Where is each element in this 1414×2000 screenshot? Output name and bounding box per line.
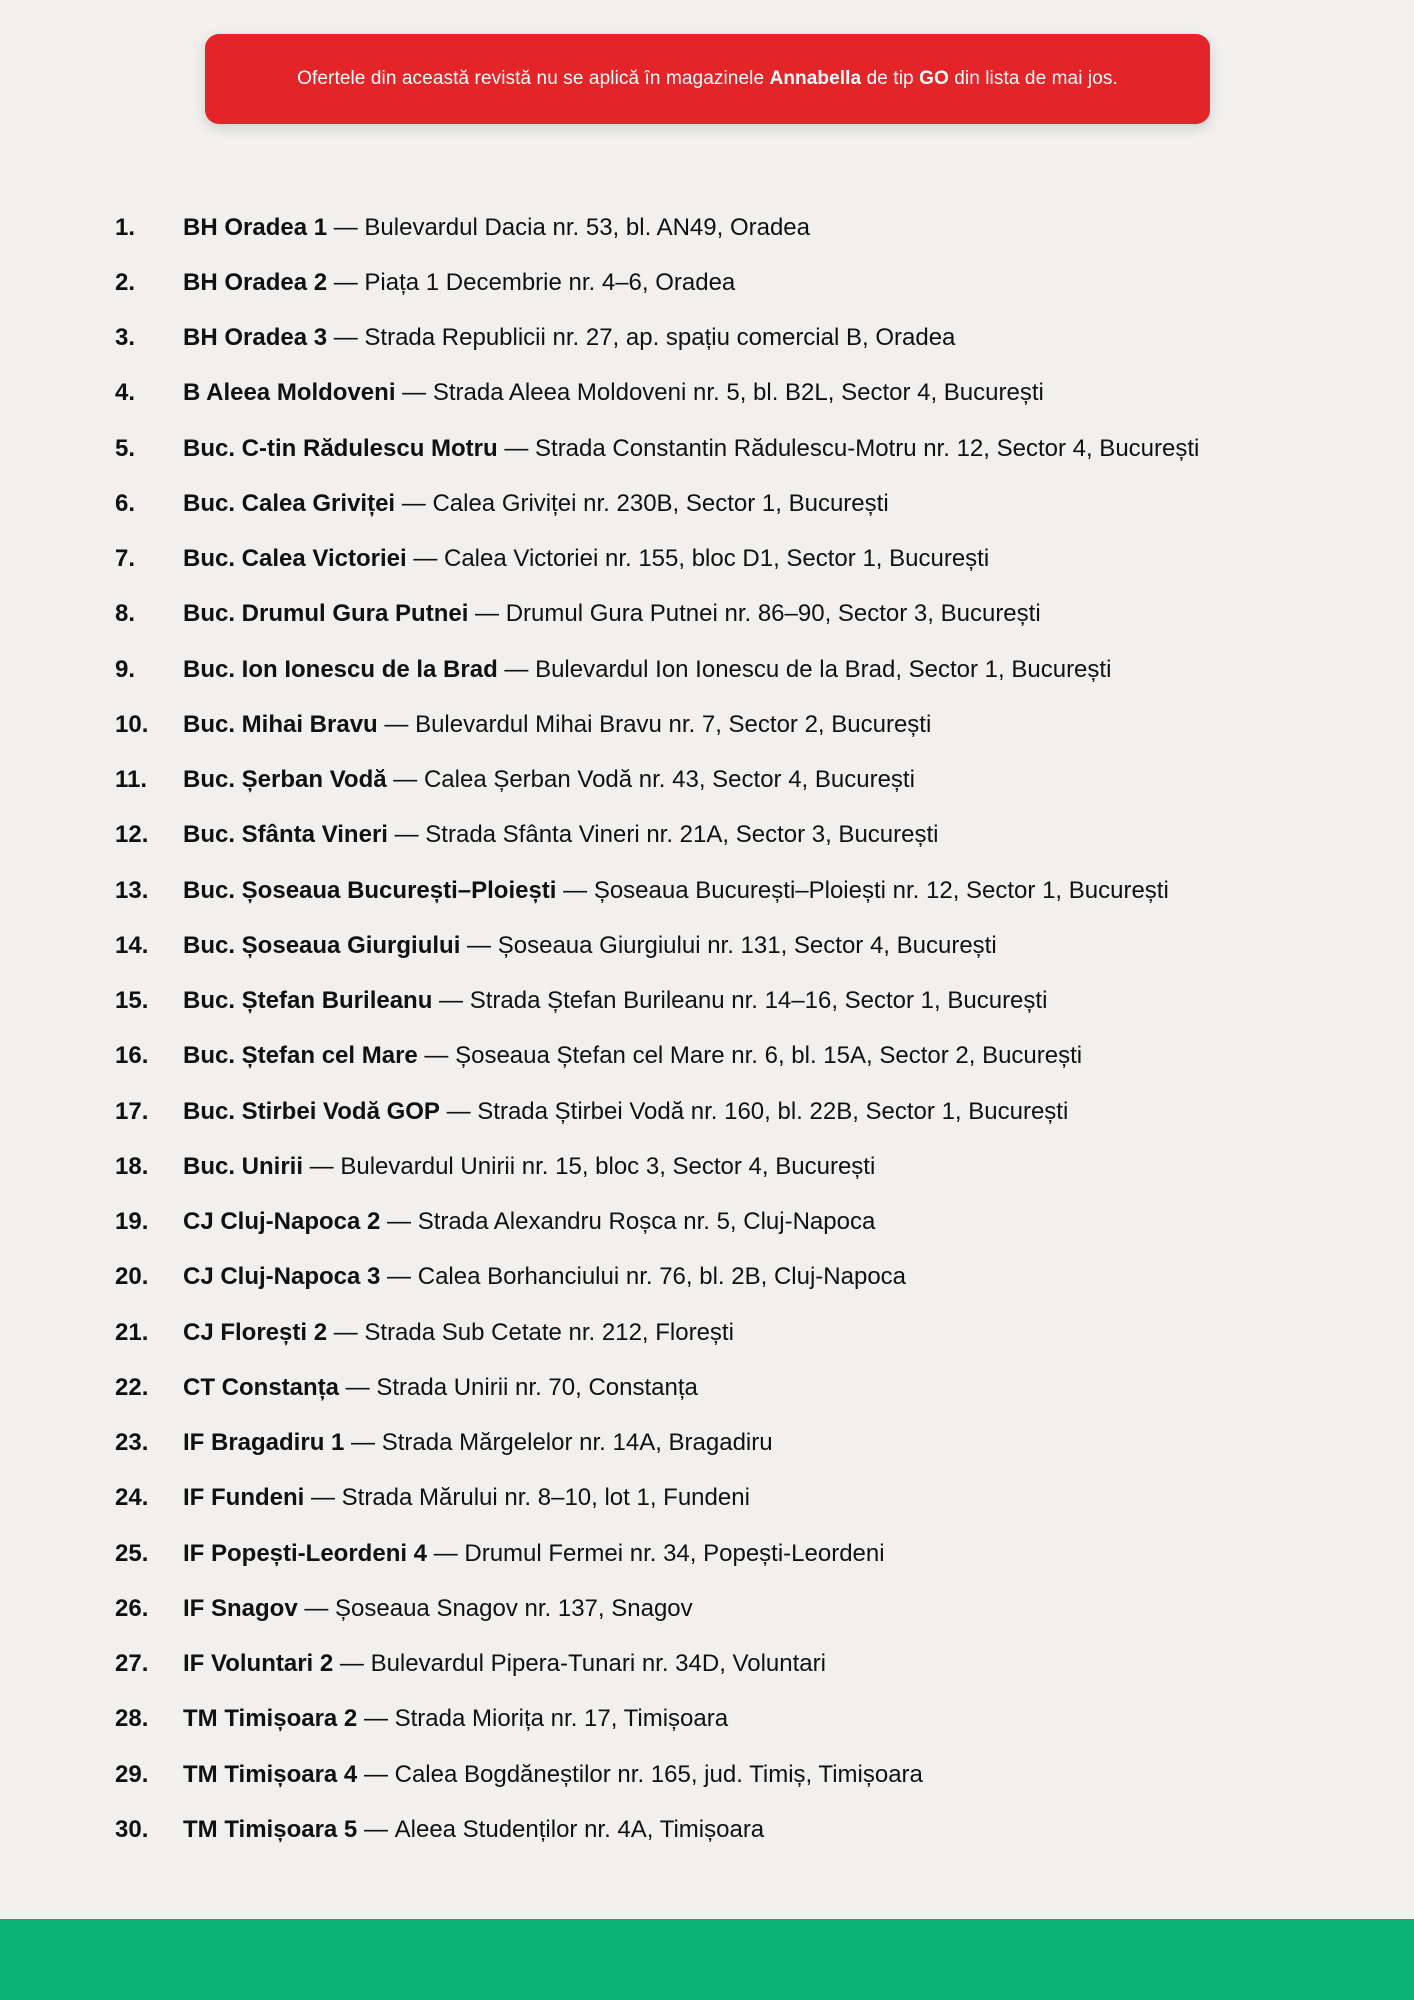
- store-separator: —: [395, 379, 433, 407]
- store-address: Bulevardul Ion Ionescu de la Brad, Sector 1, București: [535, 655, 1112, 683]
- store-list-item: [115, 1250, 1365, 1305]
- store-separator: —: [377, 710, 416, 738]
- store-address: Calea Griviței nr. 230B, Sector 1, București: [432, 489, 889, 517]
- store-name: Buc. Stirbei Vodă GOP: [183, 1097, 440, 1125]
- store-address: Calea Victoriei nr. 155, bloc D1, Sector 1, București: [444, 545, 990, 573]
- store-list-item: [115, 421, 1365, 476]
- store-name: B Aleea Moldoveni: [183, 379, 396, 407]
- store-address: Șoseaua Giurgiului nr. 131, Sector 4, București: [497, 931, 997, 959]
- store-address: Strada Constantin Rădulescu-Motru nr. 12, Sector 4, București: [535, 434, 1200, 462]
- store-name: Buc. Mihai Bravu: [183, 710, 378, 738]
- store-separator: —: [327, 213, 365, 241]
- store-separator: —: [327, 268, 365, 296]
- store-number: 15.: [115, 987, 149, 1015]
- store-separator: —: [303, 1152, 341, 1180]
- store-number: 3.: [115, 324, 136, 352]
- store-separator: —: [327, 1318, 365, 1346]
- store-address: Strada Unirii nr. 70, Constanța: [376, 1373, 698, 1401]
- store-address: Strada Sfânta Vineri nr. 21A, Sector 3, București: [425, 821, 939, 849]
- store-number: 29.: [115, 1760, 149, 1788]
- store-address: Strada Aleea Moldoveni nr. 5, bl. B2L, Sector 4, București: [432, 379, 1044, 407]
- store-number: 14.: [115, 931, 149, 959]
- notice-text-middle: de tip: [861, 68, 920, 89]
- store-list-item: [115, 200, 1365, 255]
- store-name: Buc. Sfânta Vineri: [183, 821, 388, 849]
- store-number: 1.: [115, 213, 136, 241]
- store-name: IF Popești-Leordeni 4: [183, 1539, 428, 1567]
- store-name: CJ Florești 2: [183, 1318, 328, 1346]
- store-name: TM Timișoara 4: [183, 1760, 358, 1788]
- store-address: Strada Alexandru Roșca nr. 5, Cluj-Napoca: [417, 1208, 876, 1236]
- store-list-item: [115, 1692, 1365, 1747]
- store-separator: —: [386, 766, 424, 794]
- store-separator: —: [406, 545, 444, 573]
- store-list-item: [115, 808, 1365, 863]
- store-separator: —: [427, 1539, 465, 1567]
- store-separator: —: [556, 876, 594, 904]
- store-list-item: [115, 532, 1365, 587]
- store-address: Bulevardul Mihai Bravu nr. 7, Sector 2, București: [415, 710, 932, 738]
- store-number: 6.: [115, 489, 136, 517]
- store-separator: —: [380, 1208, 418, 1236]
- store-number: 9.: [115, 655, 136, 683]
- store-list-item: [115, 863, 1365, 918]
- store-address: Aleea Studenților nr. 4A, Timișoara: [394, 1815, 765, 1843]
- store-number: 23.: [115, 1429, 149, 1457]
- store-number: 22.: [115, 1373, 149, 1401]
- store-number: 5.: [115, 434, 136, 462]
- store-number: 20.: [115, 1263, 149, 1291]
- store-number: 24.: [115, 1484, 149, 1512]
- store-list-item: [115, 311, 1365, 366]
- store-separator: —: [380, 1263, 418, 1291]
- store-name: Buc. Ștefan Burileanu: [183, 987, 433, 1015]
- store-list-item: [115, 753, 1365, 808]
- notice-text-after: din lista de mai jos.: [948, 68, 1118, 89]
- store-address: Șoseaua Snagov nr. 137, Snagov: [335, 1594, 693, 1622]
- store-address: Bulevardul Pipera-Tunari nr. 34D, Voluntari: [370, 1650, 826, 1678]
- store-address: Calea Șerban Vodă nr. 43, Sector 4, București: [423, 766, 915, 794]
- store-separator: —: [304, 1484, 342, 1512]
- store-number: 10.: [115, 710, 149, 738]
- store-number: 16.: [115, 1042, 149, 1070]
- store-separator: —: [357, 1705, 395, 1733]
- store-name: Buc. Calea Victoriei: [183, 545, 407, 573]
- store-name: Buc. Ștefan cel Mare: [183, 1042, 418, 1070]
- store-name: IF Voluntari 2: [183, 1650, 334, 1678]
- store-list-item: [115, 1747, 1365, 1802]
- store-name: BH Oradea 3: [183, 324, 328, 352]
- store-name: Buc. Calea Griviței: [183, 489, 396, 517]
- store-separator: —: [333, 1650, 371, 1678]
- store-separator: —: [497, 434, 536, 462]
- store-address: Strada Mărului nr. 8–10, lot 1, Fundeni: [341, 1484, 750, 1512]
- store-name: Buc. Șoseaua Giurgiului: [183, 931, 461, 959]
- store-number: 11.: [115, 766, 148, 794]
- store-separator: —: [339, 1373, 377, 1401]
- store-separator: —: [357, 1815, 395, 1843]
- store-name: CT Constanța: [183, 1373, 339, 1401]
- store-separator: —: [395, 489, 433, 517]
- store-number: 28.: [115, 1705, 149, 1733]
- footer-band: [0, 1919, 1414, 2000]
- store-address: Șoseaua București–Ploiești nr. 12, Sector 1, București: [593, 876, 1169, 904]
- store-name: Buc. Drumul Gura Putnei: [183, 600, 469, 628]
- store-list-item: [115, 1637, 1365, 1692]
- store-address: Bulevardul Unirii nr. 15, bloc 3, Sector 4, București: [340, 1152, 876, 1180]
- notice-store-type: GO: [919, 68, 949, 89]
- store-list-item: [115, 587, 1365, 642]
- store-number: 25.: [115, 1539, 149, 1567]
- store-separator: —: [460, 931, 498, 959]
- store-number: 19.: [115, 1208, 149, 1236]
- store-list-item: [115, 366, 1365, 421]
- store-separator: —: [297, 1594, 336, 1622]
- store-number: 18.: [115, 1152, 149, 1180]
- store-name: IF Snagov: [183, 1594, 298, 1622]
- store-list-item: [115, 1029, 1365, 1084]
- store-address: Drumul Fermei nr. 34, Popești-Leordeni: [464, 1539, 885, 1567]
- store-name: Buc. Ion Ionescu de la Brad: [183, 655, 498, 683]
- store-name: TM Timișoara 5: [183, 1815, 358, 1843]
- store-address: Șoseaua Ștefan cel Mare nr. 6, bl. 15A, Sector 2, București: [455, 1042, 1083, 1070]
- store-name: Buc. Șoseaua București–Ploiești: [183, 876, 557, 904]
- store-name: CJ Cluj-Napoca 3: [183, 1263, 381, 1291]
- store-separator: —: [327, 324, 365, 352]
- store-list-item: [115, 1139, 1365, 1194]
- store-number: 21.: [115, 1318, 149, 1346]
- store-list-item: [115, 255, 1365, 310]
- store-name: BH Oradea 2: [183, 268, 328, 296]
- store-list-item: [115, 1305, 1365, 1360]
- store-address: Piața 1 Decembrie nr. 4–6, Oradea: [364, 268, 736, 296]
- store-number: 8.: [115, 600, 136, 628]
- store-name: Buc. C-tin Rădulescu Motru: [183, 434, 498, 462]
- store-list-item: [115, 642, 1365, 697]
- store-separator: —: [387, 821, 426, 849]
- store-number: 13.: [115, 876, 149, 904]
- store-number: 7.: [115, 545, 136, 573]
- store-name: IF Bragadiru 1: [183, 1429, 345, 1457]
- store-address: Strada Miorița nr. 17, Timișoara: [394, 1705, 729, 1733]
- store-name: TM Timișoara 2: [183, 1705, 358, 1733]
- store-number: 27.: [115, 1650, 149, 1678]
- store-number: 30.: [115, 1815, 149, 1843]
- store-separator: —: [468, 600, 506, 628]
- store-address: Strada Știrbei Vodă nr. 160, bl. 22B, Sector 1, București: [477, 1097, 1069, 1125]
- store-list-item: [115, 476, 1365, 531]
- store-name: CJ Cluj-Napoca 2: [183, 1208, 381, 1236]
- store-list: [115, 200, 1365, 1858]
- store-name: Buc. Unirii: [183, 1152, 304, 1180]
- store-list-item: [115, 1581, 1365, 1636]
- store-list-item: [115, 1471, 1365, 1526]
- store-number: 2.: [115, 268, 136, 296]
- store-number: 4.: [115, 379, 136, 407]
- store-address: Strada Sub Cetate nr. 212, Florești: [364, 1318, 734, 1346]
- store-name: Buc. Șerban Vodă: [183, 766, 387, 794]
- store-address: Strada Mărgelelor nr. 14A, Bragadiru: [381, 1429, 773, 1457]
- notice-banner: [205, 34, 1210, 124]
- notice-brand: Annabella: [769, 68, 862, 89]
- store-separator: —: [417, 1042, 456, 1070]
- notice-text: [297, 68, 1118, 90]
- store-list-item: [115, 1416, 1365, 1471]
- store-list-item: [115, 974, 1365, 1029]
- store-address: Strada Republicii nr. 27, ap. spațiu comercial B, Oradea: [364, 324, 956, 352]
- store-list-item: [115, 918, 1365, 973]
- store-number: 12.: [115, 821, 149, 849]
- store-number: 17.: [115, 1097, 149, 1125]
- store-address: Calea Bogdăneștilor nr. 165, jud. Timiș, Timișoara: [394, 1760, 923, 1788]
- store-address: Strada Ștefan Burileanu nr. 14–16, Sector 1, București: [469, 987, 1048, 1015]
- notice-text-before: Ofertele din această revistă nu se aplică în magazinele: [297, 68, 770, 89]
- store-address: Bulevardul Dacia nr. 53, bl. AN49, Oradea: [364, 213, 810, 241]
- store-number: 26.: [115, 1594, 149, 1622]
- store-list-item: [115, 1360, 1365, 1415]
- store-separator: —: [432, 987, 470, 1015]
- store-list-item: [115, 697, 1365, 752]
- store-list-item: [115, 1526, 1365, 1581]
- store-address: Calea Borhanciului nr. 76, bl. 2B, Cluj-Napoca: [417, 1263, 907, 1291]
- store-list-item: [115, 1802, 1365, 1857]
- store-list-item: [115, 1195, 1365, 1250]
- store-separator: —: [357, 1760, 395, 1788]
- store-name: BH Oradea 1: [183, 213, 328, 241]
- store-separator: —: [497, 655, 536, 683]
- store-separator: —: [439, 1097, 478, 1125]
- store-address: Drumul Gura Putnei nr. 86–90, Sector 3, București: [505, 600, 1041, 628]
- store-name: IF Fundeni: [183, 1484, 305, 1512]
- store-list-item: [115, 1084, 1365, 1139]
- store-separator: —: [344, 1429, 382, 1457]
